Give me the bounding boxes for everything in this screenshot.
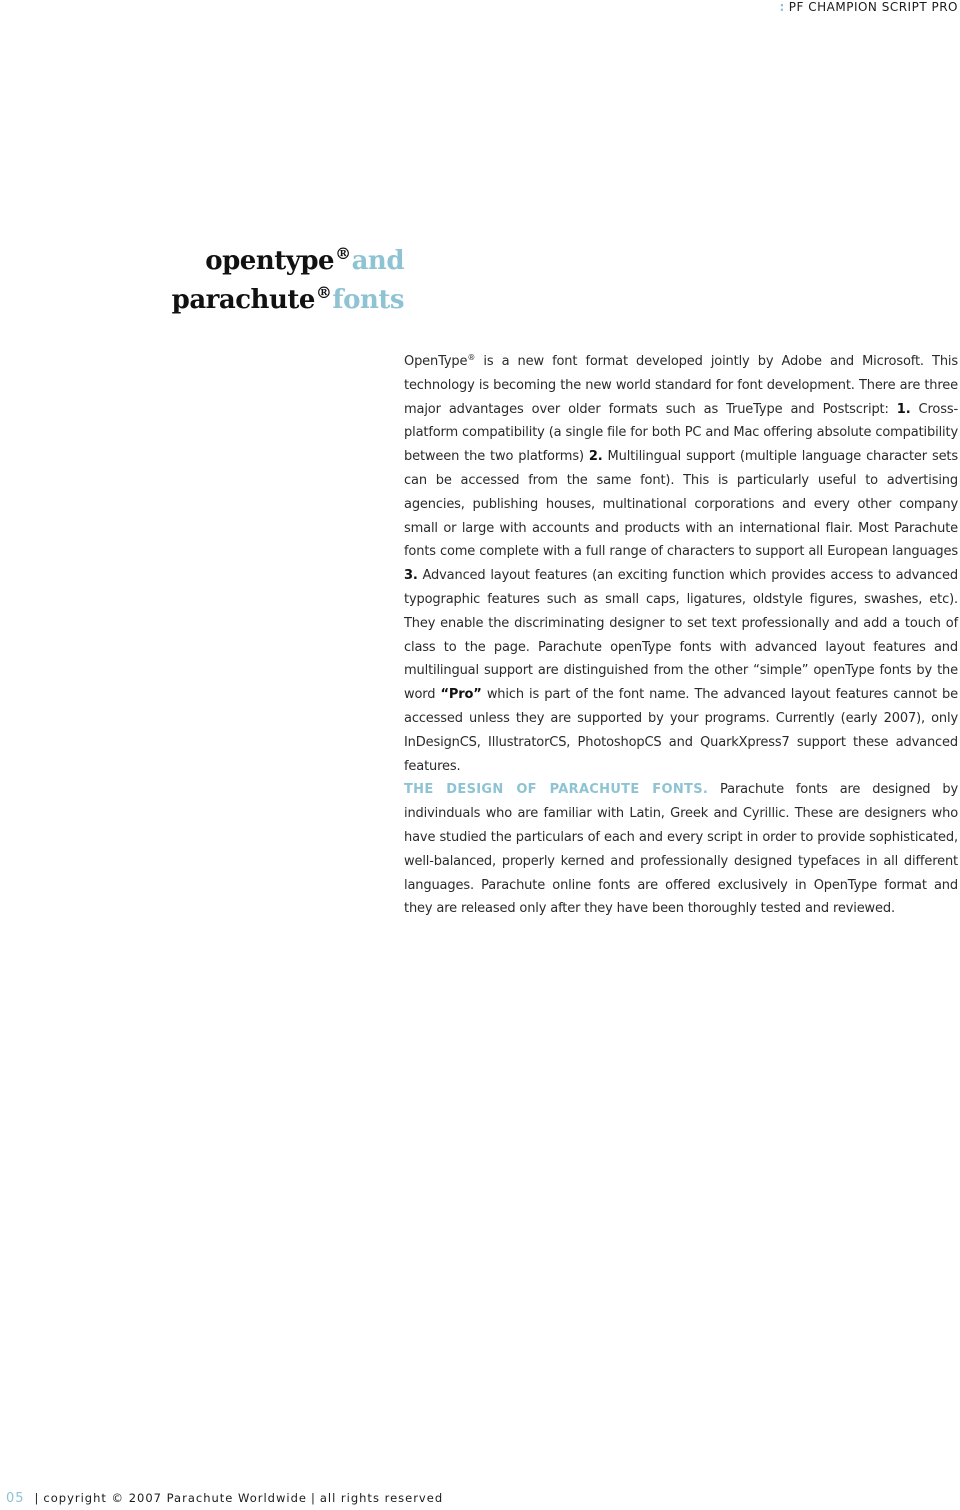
title-line-2 bbox=[172, 277, 404, 316]
body-span: which is part of the font name. The advanced layout features cannot be accessed unless they are supported by your programs. Currently (early 2007), only InDesignCS, IllustratorCS, PhotoshopCS and QuarkXpress7 support these advanced features. bbox=[404, 687, 959, 774]
page-footer bbox=[6, 1490, 443, 1507]
footer-separator: | bbox=[34, 1491, 40, 1505]
registered-mark: ® bbox=[315, 283, 332, 302]
title-line1-accent: and bbox=[351, 246, 404, 276]
registered-mark: ® bbox=[467, 353, 476, 362]
paragraph-opentype bbox=[404, 350, 958, 778]
body-span: Parachute fonts are designed by indivinduals who are familiar with Latin, Greek and Cyrillic. These are designers who have studied the particulars of each and every script in order to provide sophisticated, well-balanced, properly kerned and professionally designed typefaces in all different languages. Parachute online fonts are offered exclusively in OpenType format and they are released only after they have been thoroughly tested and reviewed. bbox=[404, 782, 958, 917]
body-span: is a new font format developed jointly by Adobe and Microsoft. This technology is becoming the new world standard for font development. There are three major advantages over older formats such as TrueType and Postscript: bbox=[404, 354, 958, 417]
footer-rights: all rights reserved bbox=[319, 1491, 444, 1505]
body-span: OpenType bbox=[404, 354, 468, 369]
title-line-1 bbox=[172, 238, 404, 277]
title-line1-dark: opentype bbox=[205, 246, 335, 276]
running-header bbox=[779, 0, 958, 14]
body-span: Cross-platform compatibility (a single file for both PC and Mac offering absolute compatibility between the two platforms) bbox=[404, 401, 958, 465]
list-number: 2. bbox=[588, 449, 603, 465]
page-number: 05 bbox=[6, 1491, 25, 1506]
list-number: 3. bbox=[404, 568, 418, 584]
title-line2-dark: parachute bbox=[171, 285, 315, 315]
body-text bbox=[404, 350, 958, 921]
section-heading: THE DESIGN OF PARACHUTE FONTS. bbox=[404, 782, 709, 798]
body-span: Advanced layout features (an exciting function which provides access to advanced typographic features such as small caps, ligatures, oldstyle figures, swashes, etc). They enable the discriminating designer to set text professionally and add a touch of class to the page. Parachute openType fonts with advanced layout features and multilingual support are distinguished from the other “simple” openType fonts by the word bbox=[404, 568, 958, 703]
footer-separator: | bbox=[310, 1491, 316, 1505]
title-line2-accent: fonts bbox=[332, 285, 404, 315]
page-title bbox=[172, 238, 404, 316]
paragraph-design bbox=[404, 778, 958, 921]
list-number: 1. bbox=[896, 401, 911, 417]
body-span: Multilingual support (multiple language character sets can be accessed from the same font). This is particularly useful to advertising agencies, publishing houses, multinational corporations and every other company small or large with accounts and products with an international flair. Most Parachute fonts come complete with a full range of characters to support all European languages bbox=[404, 449, 959, 560]
pro-label: “Pro” bbox=[440, 687, 482, 703]
header-title: PF CHAMPION SCRIPT PRO bbox=[788, 0, 958, 14]
footer-copyright: copyright © 2007 Parachute Worldwide bbox=[43, 1491, 307, 1505]
registered-mark: ® bbox=[335, 244, 351, 263]
header-bullet: : bbox=[779, 0, 785, 14]
